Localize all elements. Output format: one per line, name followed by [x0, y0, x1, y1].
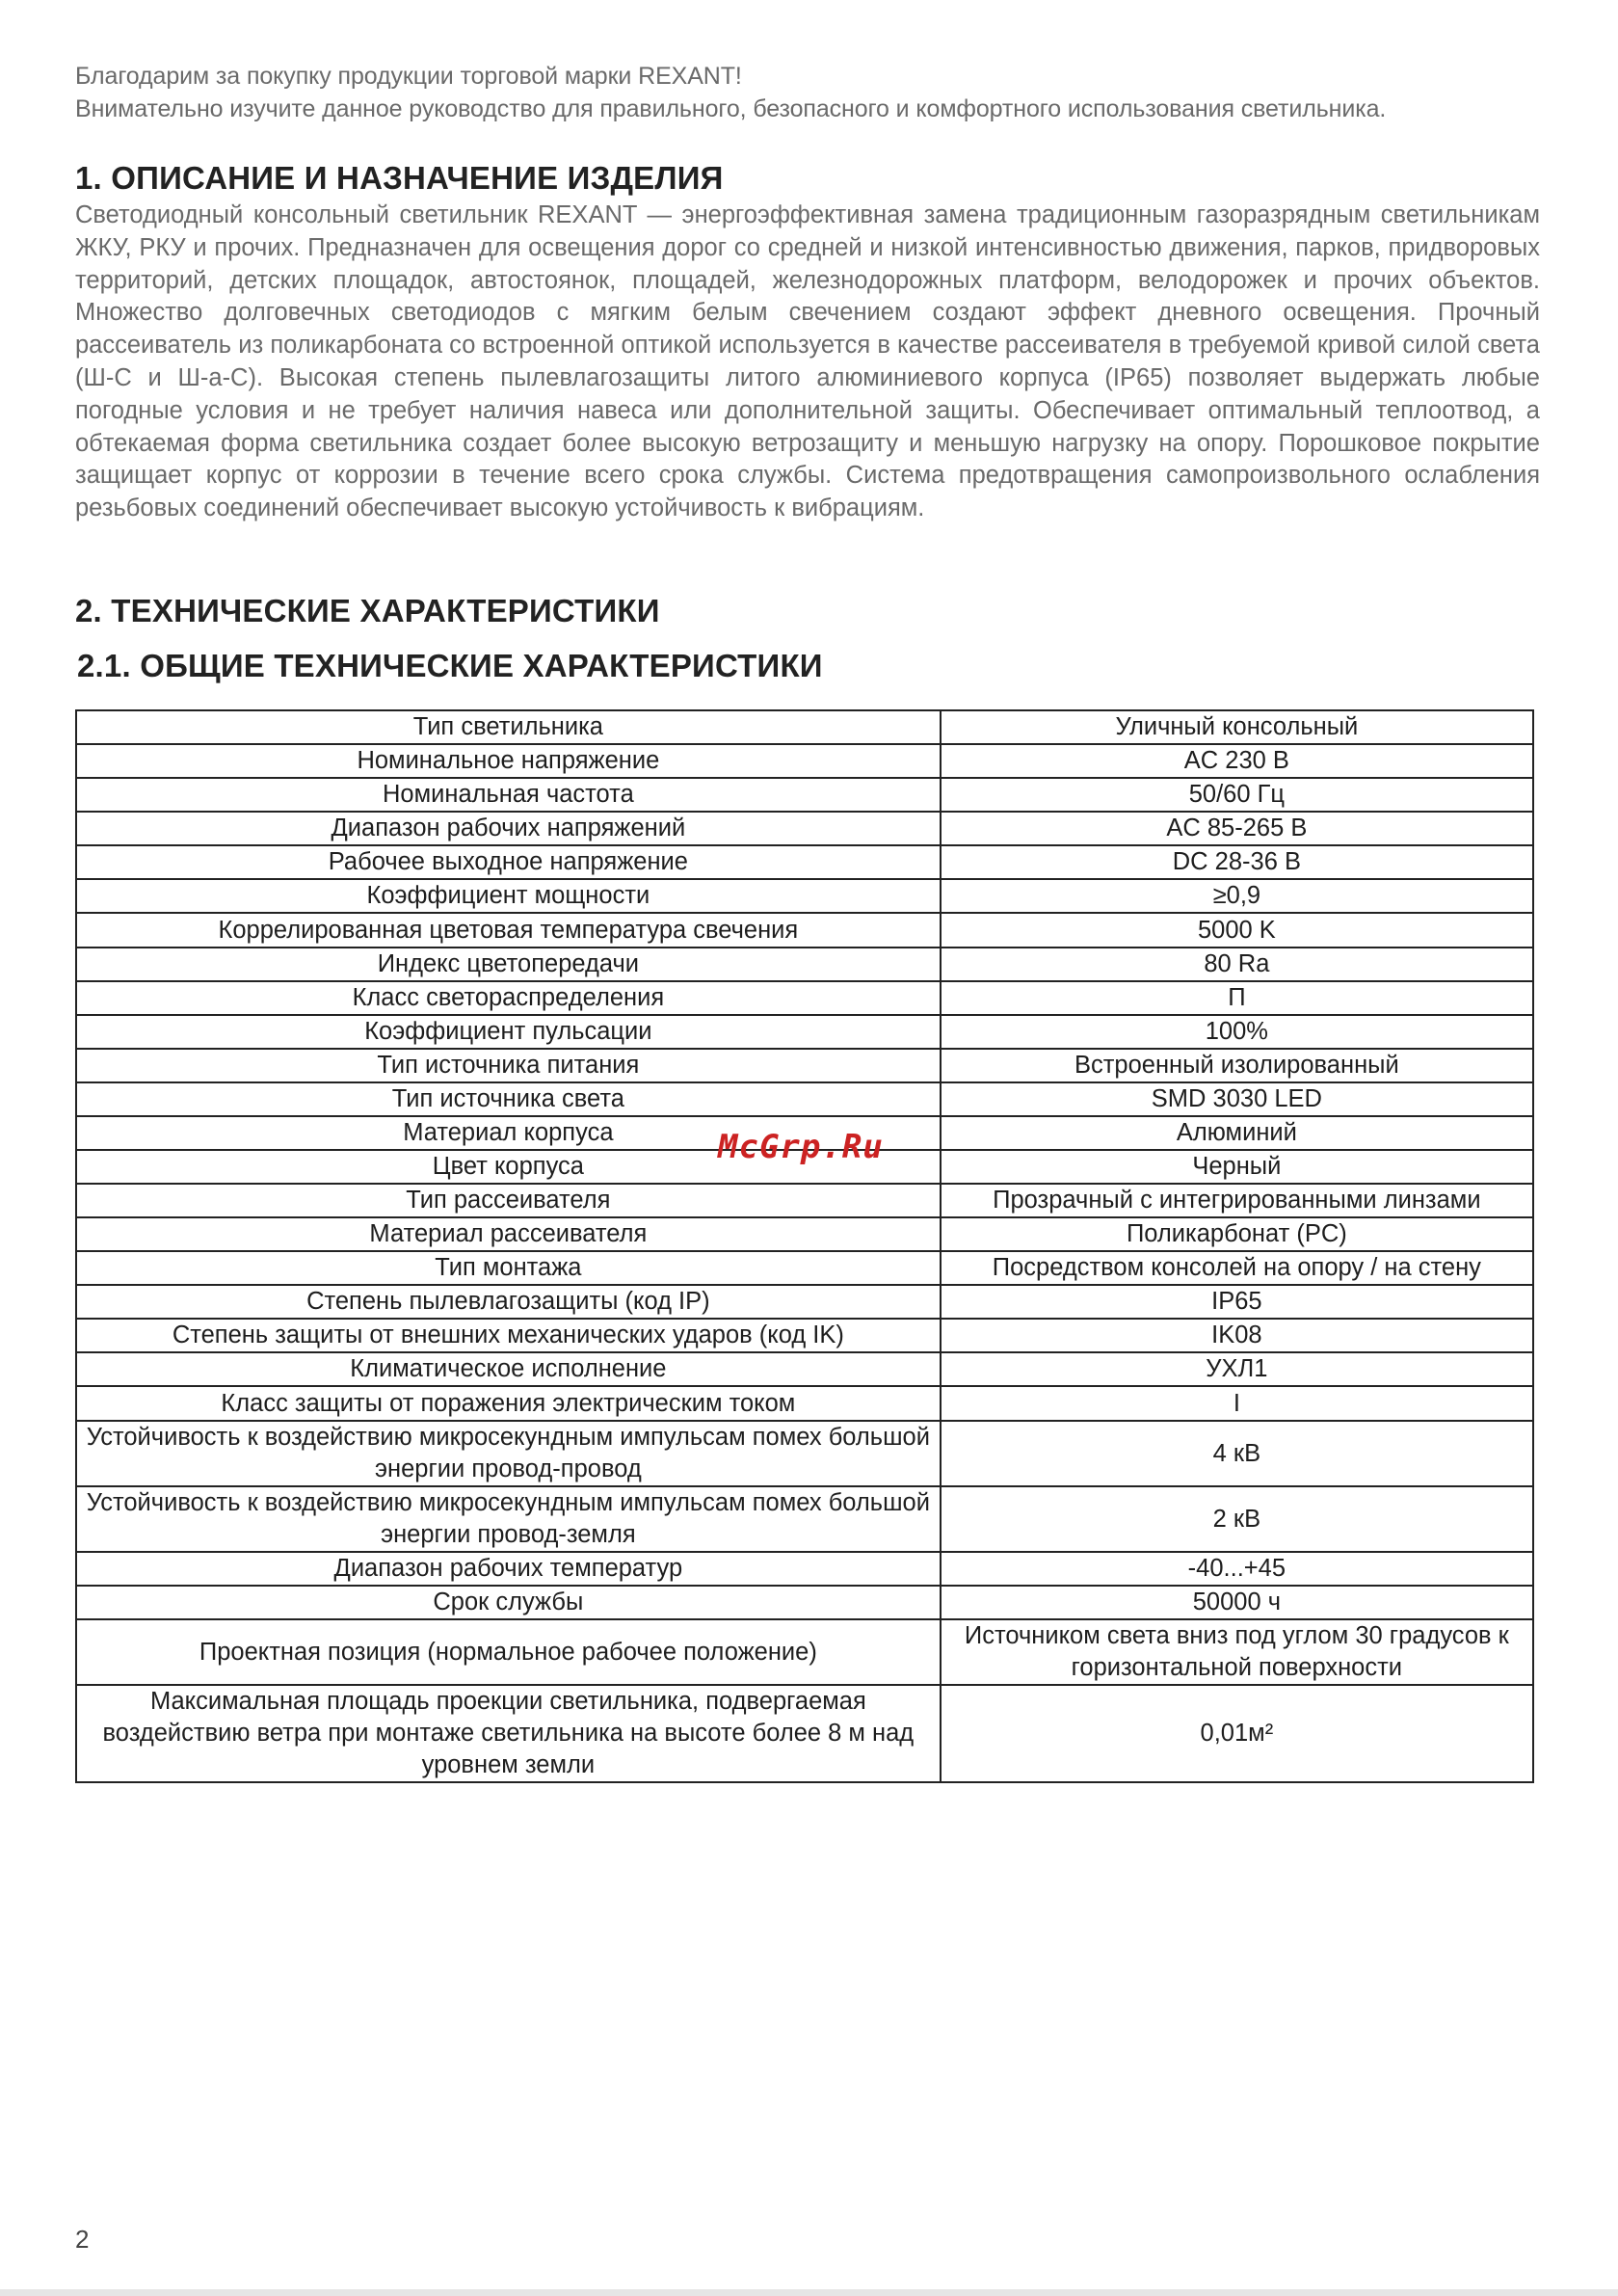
- spec-value: DC 28-36 В: [941, 845, 1533, 879]
- spec-value: П: [941, 981, 1533, 1015]
- spec-row: [76, 710, 1533, 744]
- bottom-rule: [0, 2289, 1618, 2296]
- spec-key: Тип источника света: [76, 1082, 941, 1116]
- spec-row: [76, 1184, 1533, 1217]
- spec-value: IK08: [941, 1319, 1533, 1352]
- spec-key: Коэффициент мощности: [76, 879, 941, 913]
- spec-key: Максимальная площадь проекции светильника, подвергаемая воздействию ветра при монтаже светильника на высоте более 8 м над уровнем земли: [76, 1685, 941, 1782]
- intro: [75, 60, 1540, 125]
- spec-row: [76, 1421, 1533, 1486]
- spec-row: [76, 744, 1533, 778]
- spec-row: [76, 1386, 1533, 1421]
- spec-row: [76, 1552, 1533, 1586]
- spec-value: 100%: [941, 1015, 1533, 1049]
- spec-value: 4 кВ: [941, 1421, 1533, 1486]
- spec-row: [76, 1049, 1533, 1082]
- spec-row: [76, 879, 1533, 913]
- spec-key: Степень защиты от внешних механических ударов (код IK): [76, 1319, 941, 1352]
- spec-value: 2 кВ: [941, 1486, 1533, 1552]
- spec-value: AC 230 В: [941, 744, 1533, 778]
- spec-key: Тип источника питания: [76, 1049, 941, 1082]
- page-number: 2: [75, 2225, 90, 2254]
- spec-key: Устойчивость к воздействию микросекундным импульсам помех большой энергии провод-земля: [76, 1486, 941, 1552]
- spec-key: Коэффициент пульсации: [76, 1015, 941, 1049]
- spec-key: Климатическое исполнение: [76, 1352, 941, 1386]
- spec-row: [76, 1251, 1533, 1285]
- section-1-title: 1. ОПИСАНИЕ И НАЗНАЧЕНИЕ ИЗДЕЛИЯ: [75, 160, 724, 196]
- spec-key: Материал рассеивателя: [76, 1217, 941, 1251]
- spec-row: [76, 845, 1533, 879]
- spec-row: [76, 1352, 1533, 1386]
- spec-table-body: [76, 710, 1533, 1782]
- spec-value: SMD 3030 LED: [941, 1082, 1533, 1116]
- spec-key: Тип светильника: [76, 710, 941, 744]
- spec-key: Материал корпуса: [76, 1116, 941, 1150]
- spec-value: УХЛ1: [941, 1352, 1533, 1386]
- spec-row: [76, 913, 1533, 948]
- spec-row: [76, 1486, 1533, 1552]
- spec-key: Номинальная частота: [76, 778, 941, 812]
- spec-row: [76, 1586, 1533, 1619]
- section-2-title: 2. ТЕХНИЧЕСКИЕ ХАРАКТЕРИСТИКИ: [75, 593, 660, 628]
- spec-row: [76, 1217, 1533, 1251]
- spec-value: I: [941, 1386, 1533, 1421]
- spec-row: [76, 1082, 1533, 1116]
- spec-row: [76, 1285, 1533, 1319]
- spec-row: [76, 1015, 1533, 1049]
- spec-value: Прозрачный с интегрированными линзами: [941, 1184, 1533, 1217]
- spec-value: IP65: [941, 1285, 1533, 1319]
- spec-value: Источником света вниз под углом 30 градусов к горизонтальной поверхности: [941, 1619, 1533, 1685]
- spec-value: 50/60 Гц: [941, 778, 1533, 812]
- spec-key: Диапазон рабочих температур: [76, 1552, 941, 1586]
- spec-key: Диапазон рабочих напряжений: [76, 812, 941, 845]
- intro-line-1: Благодарим за покупку продукции торговой марки REXANT!: [75, 63, 742, 90]
- spec-key: Тип монтажа: [76, 1251, 941, 1285]
- spec-key: Проектная позиция (нормальное рабочее положение): [76, 1619, 941, 1685]
- spec-value: ≥0,9: [941, 879, 1533, 913]
- spec-value: Встроенный изолированный: [941, 1049, 1533, 1082]
- spec-key: Устойчивость к воздействию микросекундным импульсам помех большой энергии провод-провод: [76, 1421, 941, 1486]
- spec-row: [76, 1319, 1533, 1352]
- spec-value: -40...+45: [941, 1552, 1533, 1586]
- section-2-1-title: 2.1. ОБЩИЕ ТЕХНИЧЕСКИЕ ХАРАКТЕРИСТИКИ: [77, 648, 823, 683]
- spec-value: 50000 ч: [941, 1586, 1533, 1619]
- spec-value: Черный: [941, 1150, 1533, 1184]
- spec-key: Степень пылевлагозащиты (код IP): [76, 1285, 941, 1319]
- section-1-description: Светодиодный консольный светильник REXANT — энергоэффективная замена традиционным газоразрядным светильникам ЖКУ, РКУ и прочих. Предназначен для освещения дорог со средней и низкой интенсивностью движения, парков, придворовых территорий, детских площадок, автостоянок, площадей, железнодорожных платформ, велодорожек и прочих объектов. Множество долговечных светодиодов с мягким белым свечением создают эффект дневного освещения. Прочный рассеиватель из поликарбоната со встроенной оптикой используется в качестве рассеивателя в требуемой кривой силой света (Ш-С и Ш-а-С). Высокая степень пылевлагозащиты литого алюминиевого корпуса (IP65) позволяет выдержать любые погодные условия и не требует наличия навеса или дополнительной защиты. Обеспечивает оптимальный теплоотвод, а обтекаемая форма светильника создает более высокую ветрозащиту и меньшую нагрузку на опору. Порошковое покрытие защищает корпус от коррозии в течение всего срока службы. Система предотвращения самопроизвольного ослабления резьбовых соединений обеспечивает высокую устойчивость к вибрациям.: [75, 201, 1540, 522]
- spec-value: Уличный консольный: [941, 710, 1533, 744]
- spec-value: 5000 K: [941, 913, 1533, 948]
- intro-line-2: Внимательно изучите данное руководство для правильного, безопасного и комфортного использования светильника.: [75, 95, 1387, 122]
- spec-value: Алюминий: [941, 1116, 1533, 1150]
- spec-value: 80 Ra: [941, 948, 1533, 981]
- spec-value: Поликарбонат (PC): [941, 1217, 1533, 1251]
- spec-row: [76, 778, 1533, 812]
- spec-row: [76, 1619, 1533, 1685]
- spec-value: Посредством консолей на опору / на стену: [941, 1251, 1533, 1285]
- spec-value: 0,01м²: [941, 1685, 1533, 1782]
- watermark: McGrp.Ru: [718, 1128, 884, 1166]
- spec-row: [76, 1685, 1533, 1782]
- spec-key: Цвет корпуса: [76, 1150, 941, 1184]
- spec-value: AC 85-265 В: [941, 812, 1533, 845]
- spec-key: Коррелированная цветовая температура свечения: [76, 913, 941, 948]
- spec-row: [76, 812, 1533, 845]
- spec-key: Срок службы: [76, 1586, 941, 1619]
- spec-key: Номинальное напряжение: [76, 744, 941, 778]
- spec-key: Класс светораспределения: [76, 981, 941, 1015]
- spec-row: [76, 981, 1533, 1015]
- spec-key: Класс защиты от поражения электрическим током: [76, 1386, 941, 1421]
- spec-row: [76, 948, 1533, 981]
- spec-table: [75, 709, 1534, 1783]
- spec-key: Рабочее выходное напряжение: [76, 845, 941, 879]
- spec-key: Индекс цветопередачи: [76, 948, 941, 981]
- spec-key: Тип рассеивателя: [76, 1184, 941, 1217]
